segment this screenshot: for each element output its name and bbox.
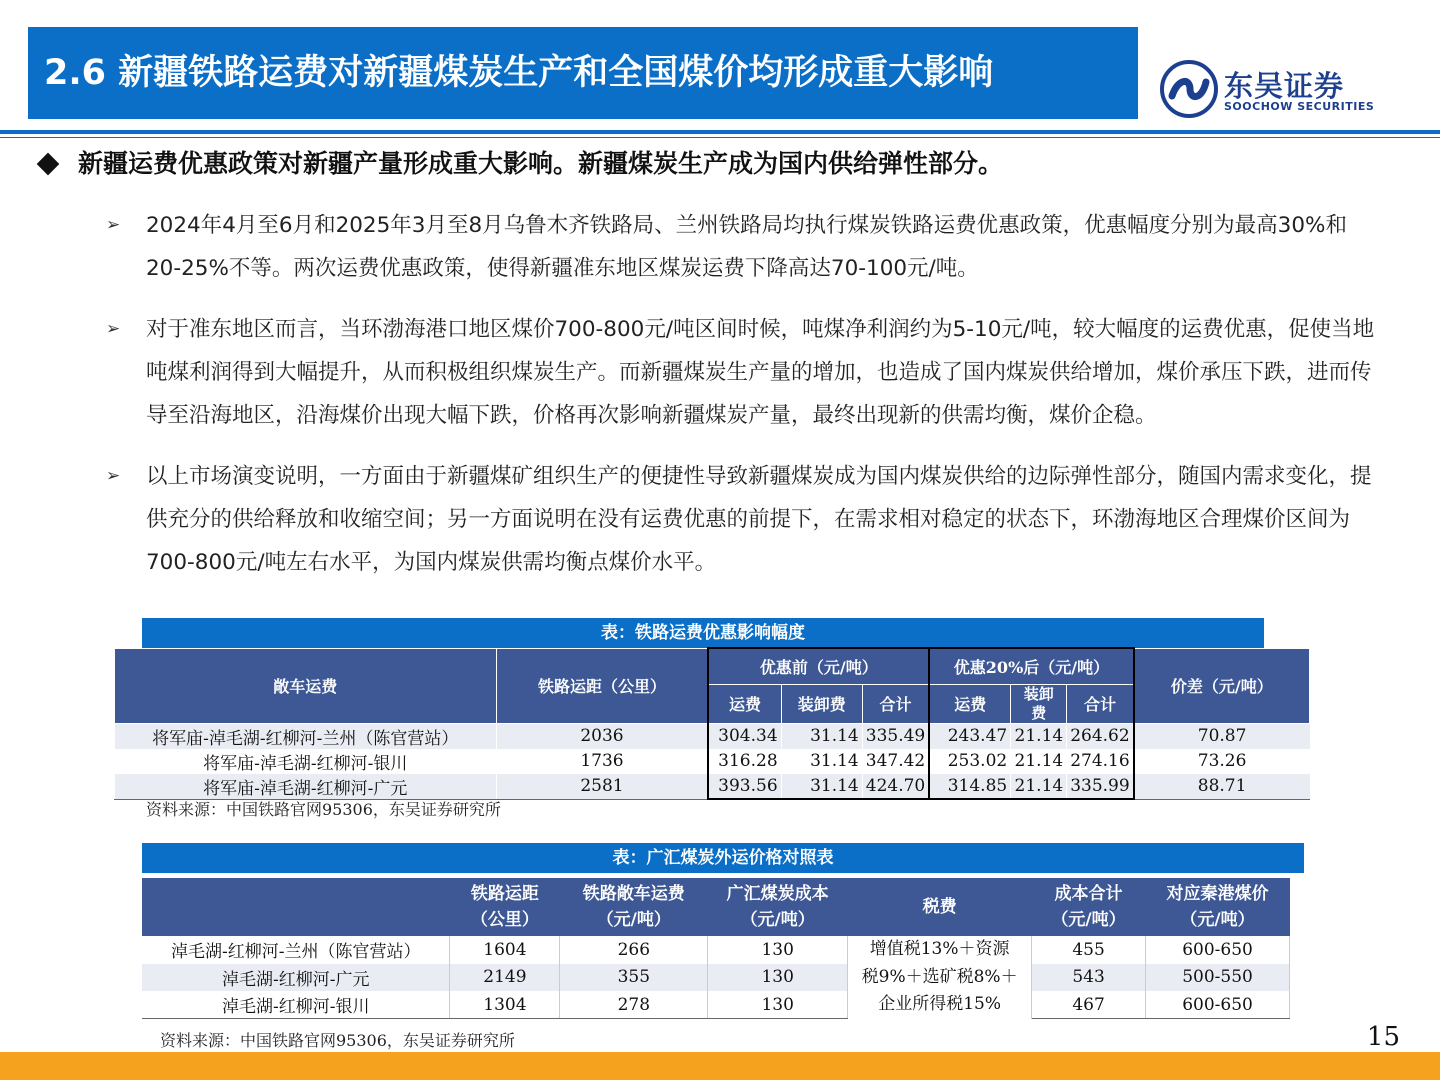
bullet-text: 对于准东地区而言，当环渤海港口地区煤价700-800元/吨区间时候，吨煤净利润约为5-10元/吨，较大幅度的运费优惠，促使当地吨煤利润得到大幅提升，从而积极组织煤炭生产。而新疆煤炭生产量的增加，也造成了国内煤炭供给增加，煤价承压下跌，进而传导至沿海地区，沿海煤价出现大幅下跌，价格再次影响新疆煤炭产量，最终出现新的供需均衡，煤价企稳。 [146,317,1375,428]
col-header-total: 成本合计 （元/吨） [1032,878,1146,936]
cell-total: 543 [1032,964,1146,992]
tax-line: 企业所得税15% [878,994,1001,1014]
bullet-text: 以上市场演变说明，一方面由于新疆煤矿组织生产的便捷性导致新疆煤炭成为国内煤炭供给的边际弹性部分，随国内需求变化，提供充分的供给释放和收缩空间；另一方面说明在没有运费优惠的前提下，在需求相对稳定的状态下，环渤海地区合理煤价区间为700-800元/吨左右水平，为国内煤炭供需均衡点煤价水平。 [146,464,1372,575]
cell-before-freight: 316.28 [708,749,781,774]
cell-port: 500-550 [1146,964,1290,992]
col-header-before-loading: 装卸费 [781,684,862,723]
headline-text: 新疆运费优惠政策对新疆产量形成重大影响。新疆煤炭生产成为国内供给弹性部分。 [78,149,1004,178]
col-header-before-freight: 运费 [708,684,781,723]
cell-route: 淖毛湖-红柳河-兰州（陈官营站） [142,936,450,964]
col-header-route [142,878,450,936]
cell-after-loading: 21.14 [1011,774,1067,800]
col-header-after-total: 合计 [1067,684,1134,723]
col-header-before: 优惠前（元/吨） [708,648,929,684]
header-rule [0,130,1440,134]
table-row [115,749,1310,774]
cell-diff: 70.87 [1134,723,1310,749]
cell-cost: 130 [708,936,848,964]
cell-cost: 130 [708,964,848,992]
page-number: 15 [1366,1022,1400,1052]
cell-freight: 355 [560,964,708,992]
table1-source: 资料来源：中国铁路官网95306，东吴证券研究所 [146,800,501,819]
table-row [115,723,1310,749]
col-header-cost: 广汇煤炭成本 （元/吨） [708,878,848,936]
arrow-bullet-icon: ➢ [106,466,121,486]
cell-distance: 1604 [450,936,560,964]
cell-distance: 2036 [496,723,708,749]
tax-line: 税9%＋选矿税8%＋ [861,966,1018,987]
cell-before-total: 424.70 [862,774,929,800]
cell-before-total: 347.42 [862,749,929,774]
diamond-bullet-icon [37,152,60,175]
col-header-distance: 铁路运距（公里） [496,648,708,723]
bullet-list [100,204,1380,602]
logo-text-en: SOOCHOW SECURITIES [1224,100,1375,113]
cell-distance: 2581 [496,774,708,800]
footer-bar [0,1052,1440,1080]
cell-port: 600-650 [1146,936,1290,964]
col-header-after-freight: 运费 [929,684,1010,723]
cell-after-loading: 21.14 [1011,749,1067,774]
cell-route: 将军庙-淖毛湖-红柳河-广元 [115,774,497,800]
cell-before-freight: 304.34 [708,723,781,749]
table2-caption: 表：广汇煤炭外运价格对照表 [142,843,1304,873]
table1-caption: 表：铁路运费优惠影响幅度 [142,618,1264,648]
page-title: 2.6 新疆铁路运费对新疆煤炭生产和全国煤价均形成重大影响 [28,27,1138,119]
table-row [115,774,1310,800]
cell-port: 600-650 [1146,991,1290,1019]
cell-after-total: 274.16 [1067,749,1134,774]
col-header-after-loading: 装卸 费 [1011,684,1067,723]
col-header-before-total: 合计 [862,684,929,723]
cell-before-total: 335.49 [862,723,929,749]
cell-distance: 2149 [450,964,560,992]
cell-freight: 266 [560,936,708,964]
cell-after-total: 335.99 [1067,774,1134,800]
soochow-logo [1160,58,1420,120]
cell-total: 455 [1032,936,1146,964]
cell-tax [848,936,1032,1019]
cell-route: 将军庙-淖毛湖-红柳河-银川 [115,749,497,774]
table1-freight-discount [114,647,1310,800]
table-row [142,964,1290,992]
cell-before-loading: 31.14 [781,749,862,774]
cell-before-freight: 393.56 [708,774,781,800]
cell-before-loading: 31.14 [781,774,862,800]
col-header-after: 优惠20%后（元/吨） [929,648,1133,684]
bullet-text: 2024年4月至6月和2025年3月至8月乌鲁木齐铁路局、兰州铁路局均执行煤炭铁路运费优惠政策，优惠幅度分别为最高30%和20-25%不等。两次运费优惠政策，使得新疆准东地区煤炭运费下降高达70-100元/吨。 [146,213,1347,281]
bullet-item [100,204,1380,290]
cell-diff: 73.26 [1134,749,1310,774]
bullet-item [100,455,1380,584]
cell-freight: 278 [560,991,708,1019]
headline [34,144,1424,184]
cell-diff: 88.71 [1134,774,1310,800]
header-rule-thin [0,137,1440,138]
col-header-diff: 价差（元/吨） [1134,648,1310,723]
cell-after-total: 264.62 [1067,723,1134,749]
table-row [142,936,1290,964]
col-header-distance: 铁路运距 （公里） [450,878,560,936]
soochow-logo-icon [1160,60,1218,118]
cell-route: 淖毛湖-红柳河-银川 [142,991,450,1019]
cell-after-freight: 314.85 [929,774,1010,800]
col-header-tax: 税费 [848,878,1032,936]
cell-route: 淖毛湖-红柳河-广元 [142,964,450,992]
table-row [142,991,1290,1019]
table2-source: 资料来源：中国铁路官网95306，东吴证券研究所 [160,1031,515,1050]
cell-distance: 1304 [450,991,560,1019]
cell-cost: 130 [708,991,848,1019]
cell-route: 将军庙-淖毛湖-红柳河-兰州（陈官营站） [115,723,497,749]
cell-total: 467 [1032,991,1146,1019]
cell-after-freight: 253.02 [929,749,1010,774]
cell-after-freight: 243.47 [929,723,1010,749]
cell-distance: 1736 [496,749,708,774]
col-header-route: 敞车运费 [115,648,497,723]
col-header-port: 对应秦港煤价 （元/吨） [1146,878,1290,936]
cell-after-loading: 21.14 [1011,723,1067,749]
bullet-item [100,308,1380,437]
col-header-freight: 铁路敞车运费 （元/吨） [560,878,708,936]
table2-guanghui-price [142,878,1290,1019]
tax-line: 增值税13%＋资源 [869,939,1010,959]
cell-before-loading: 31.14 [781,723,862,749]
arrow-bullet-icon: ➢ [106,319,121,339]
logo-text-cn: 东吴证券 [1224,69,1345,103]
arrow-bullet-icon: ➢ [106,215,121,235]
